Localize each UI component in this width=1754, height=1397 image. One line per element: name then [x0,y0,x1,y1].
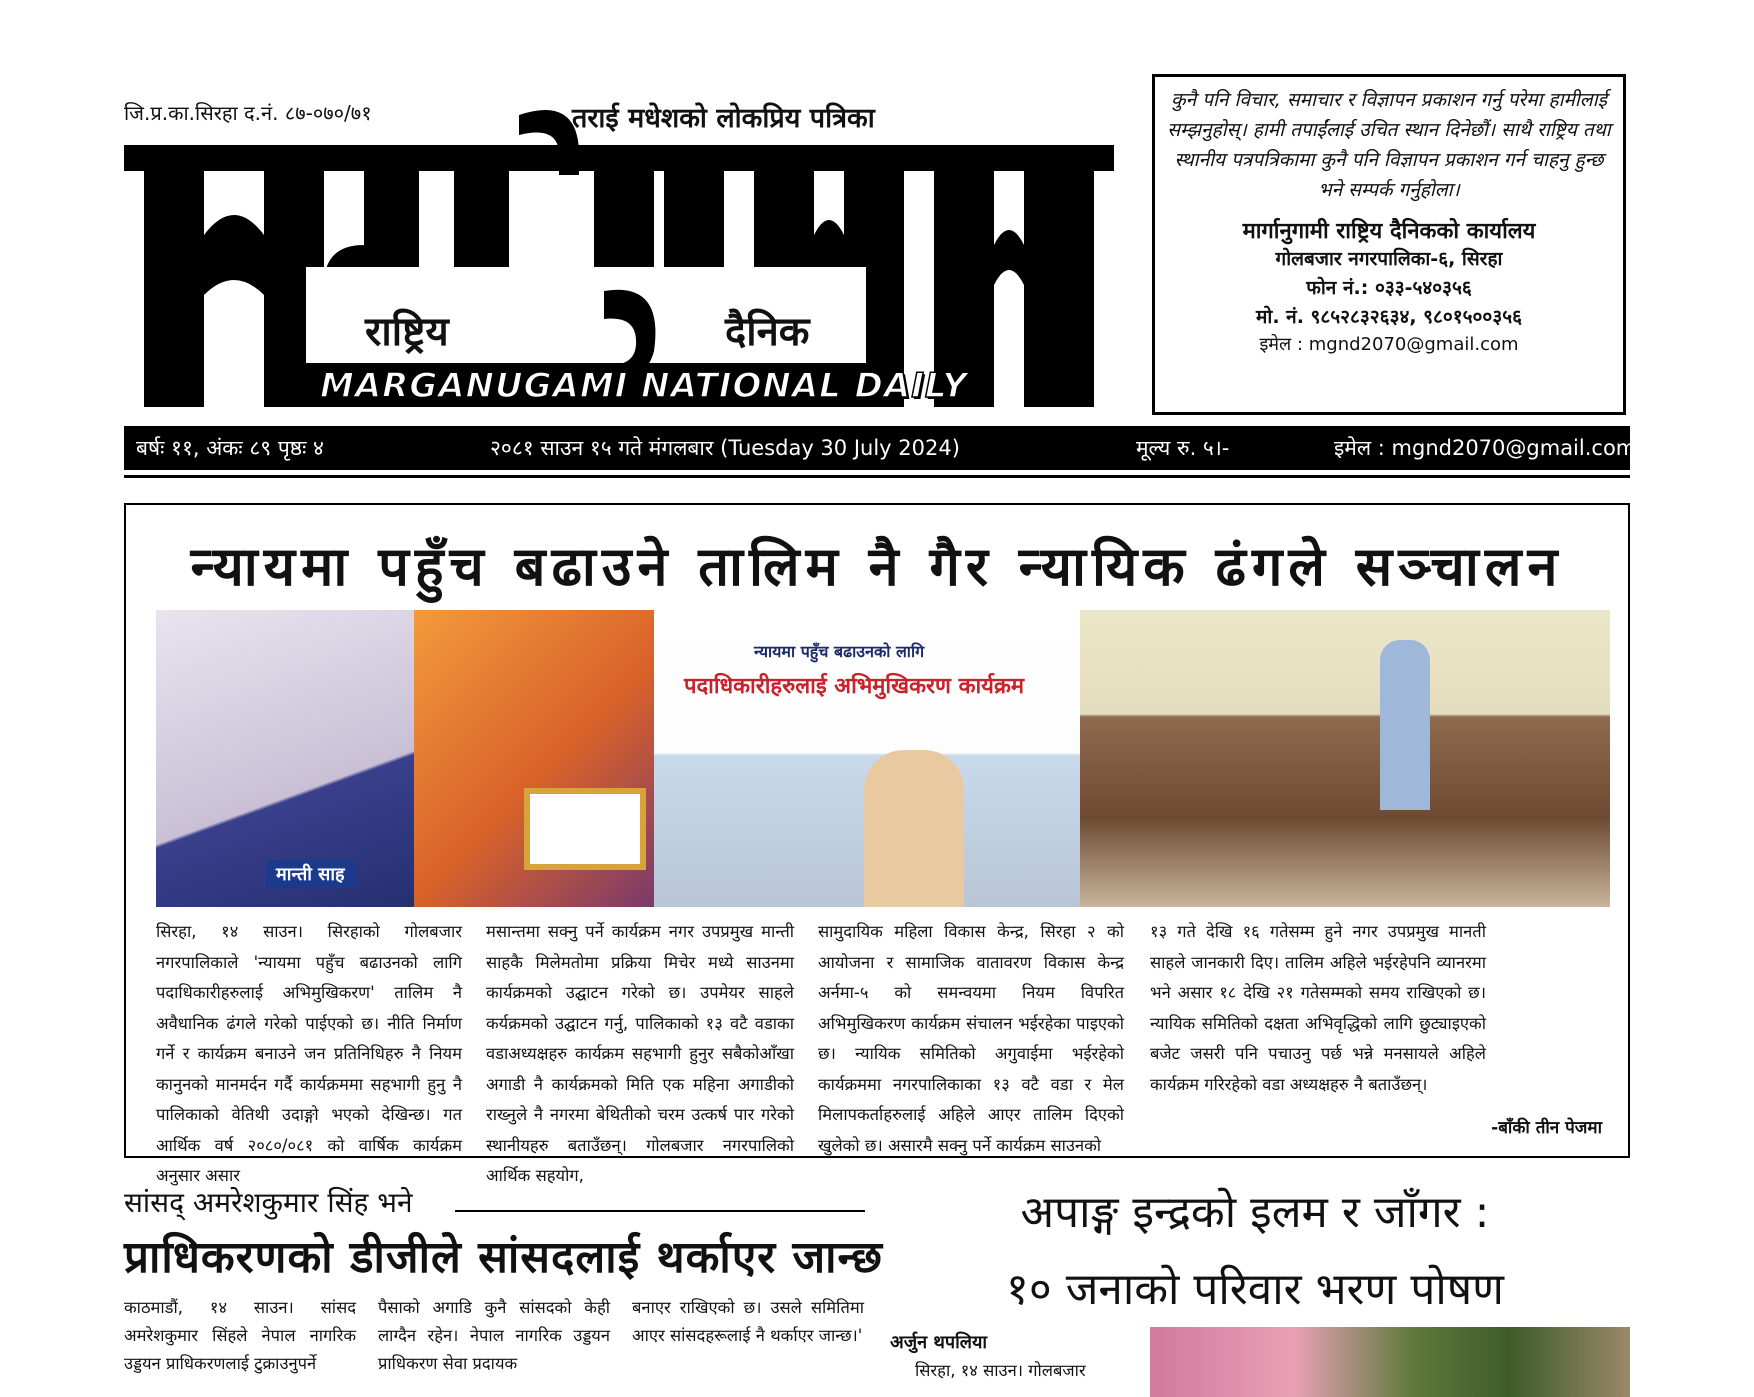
advertisement-box [1152,74,1626,415]
lead-story [124,503,1630,1185]
story3-text: सिरहा, १४ साउन। गोलबजार [915,1361,1086,1380]
tagline: तराई मधेशको लोकप्रिय पत्रिका [572,103,875,134]
ad-phone: फोन नं.: ०३३-५४०३५६ [1306,277,1472,299]
photo-training-hall [1080,610,1610,907]
ad-address: गोलबजार नगरपालिका-६, सिरहा [1275,248,1503,270]
story2-headline: प्राधिकरणको डीजीले सांसदलाई थर्काएर जान्छ [124,1232,883,1283]
issue-volume: बर्षः ११, अंकः ८९ पृष्ठः ४ [136,436,324,460]
lead-column-3: सामुदायिक महिला विकास केन्द्र, सिरहा २ को आयोजना र सामाजिक वातावरण विकास केन्द्र अर्नमा-५ को समन्वयमा नियम विपरित अभिमुखिकरण कार्यक्रम संचालन भईरहेका पाइएको छ। न्यायिक समितिको अगुवाईमा भईरहेको कार्यक्रममा नगरपालिकाका १३ वटै वडा र मेल मिलापकर्ताहरुलाई अहिले आएर तालिम दिएको खुलेको छ। असारमै सक्नु पर्ने कार्यक्रम साउनको [818,922,1124,1155]
banner-title: न्यायमा पहुँच बढाउनको लागि [754,642,925,661]
story2-column-2: पैसाको अगाडि कुनै सांसदको केही लाग्दैन रहेन। नेपाल नागरिक उड्डयन प्राधिकरण सेवा प्रदायक [378,1298,610,1373]
story2-column-1: काठमाडौं, १४ साउन। सांसद अमरेशकुमार सिंहले नेपाल नागरिक उड्डयन प्राधिकरणलाई टुक्राउनुपर्ने [124,1298,356,1373]
registration-number: जि.प्र.का.सिरहा द.नं. ८७-०७०/७१ [124,101,372,125]
issue-price: मूल्य रु. ५।- [1136,436,1230,460]
photo-banner [654,610,1080,907]
lead-headline: न्यायमा पहुँच बढाउने तालिम नै गैर न्यायिक ढंगले सञ्चालन [190,535,1564,598]
story3-headline-line1: अपाङ्ग इन्द्रको इलम र जाँगर : [1020,1187,1490,1238]
kicker-rule [455,1210,865,1212]
lead-column-1: सिरहा, १४ साउन। सिरहाको गोलबजार नगरपालिकाले 'न्यायमा पहुँच बढाउनको लागि पदाधिकारीहरुलाई अभिमुखिकरण' तालिम नै अवैधानिक ढंगले गरेको पाईएको छ। नीति निर्माण गर्ने र कार्यक्रम बनाउने जन प्रतिनिधिहरु नै नियम कानुनको मानमर्दन गर्दै कार्यक्रममा सहभागी हुनु नै पालिकाको वेतिथी उदाङ्गो भएको देखिन्छ। गत आर्थिक वर्ष २०८०/०८१ को वार्षिक कार्यक्रम अनुसार असार [156,922,462,1185]
ad-email: इमेल : mgnd2070@gmail.com [1259,334,1519,355]
story3-photo [1150,1327,1630,1397]
newspaper-logo [124,95,1114,407]
ad-mobile: मो. नं. ९८५२८३२६३४, ९८०१५००३५६ [1256,306,1522,328]
ad-office: मार्गानुगामी राष्ट्रिय दैनिकको कार्यालय [1242,219,1536,244]
photo-award [414,610,654,907]
ad-text: कुनै पनि विचार, समाचार र विज्ञापन प्रकाशन गर्नु परेमा हामीलाई सम्झनुहोस्। हामी तपाईंलाई उचित स्थान दिनेछौं। साथै राष्ट्रिय तथा स्थानीय पत्रपत्रिकामा कुनै पनि विज्ञापन प्रकाशन गर्न चाहनु हुन्छ भने सम्पर्क गर्नुहोला। [1167,89,1611,201]
lead-column-4: १३ गते देखि १६ गतेसम्म हुने नगर उपप्रमुख मानती साहले जानकारी दिए। तालिम अहिले भईरहेपनि व्यानरमा भने असार १८ देखि २१ गतेसम्मको समय राखिएको छ। न्यायिक समितिको दक्षता अभिवृद्धिको लागि छुट्याइएको बजेट जसरी पनि पचाउनु पर्छ भन्ने मनसायले अहिले कार्यक्रम गरिरहेको वडा अध्यक्षहरु नै बताउँछन्। [1150,922,1486,1094]
logo-english: MARGANUGAMI NATIONAL DAILY [320,366,968,406]
story2-column-3: बनाएर राखिएको छ। उसले समितिमा आएर सांसदहरूलाई नै थर्काएर जान्छ।' [632,1298,864,1345]
photo-caption: मान्ती साह [266,860,355,888]
banner-subtitle: पदाधिकारीहरुलाई अभिमुखिकरण कार्यक्रम [684,674,1024,699]
photo-deputy-mayor [156,610,414,907]
story2-kicker: सांसद् अमरेशकुमार सिंह भने [124,1186,413,1219]
logo-rashtriya: राष्ट्रिय [365,309,449,355]
divider [124,475,1630,478]
lead-column-2: मसान्तमा सक्नु पर्ने कार्यक्रम नगर उपप्रमुख मान्ती साहकै मिलेमतोमा प्रक्रिया मिचेर मध्ये साउनमा कार्यक्रमको उद्घाटन गरेको छ। उपमेयर साहले कर्यक्रमको उद्घाटन गर्नु, पालिकाको १३ वटै वडाका वडाअध्यक्षहरु कार्यक्रम सहभागी हुनुर सबैकोआँखा अगाडी नै कार्यक्रमको मिति एक महिना अगाडीको राख्नुले नै नगरमा बेथितीको चरम उत्कर्ष पार गरेको स्थानीयहरु बताउँछन्। गोलबजार नगरपालिको आर्थिक सहयोग, [486,922,794,1185]
story3-byline: अर्जुन थपलिया [890,1332,988,1353]
issue-bar [124,426,1637,470]
logo-dainik: दैनिक [725,309,810,355]
issue-date: २०८१ साउन १५ गते मंगलबार (Tuesday 30 July 2024) [490,436,960,460]
continued-note: -बाँकी तीन पेजमा [1491,1118,1602,1138]
issue-email: इमेल : mgnd2070@gmail.com [1334,436,1637,460]
story3-headline-line2: १० जनाको परिवार भरण पोषण [1006,1264,1504,1315]
